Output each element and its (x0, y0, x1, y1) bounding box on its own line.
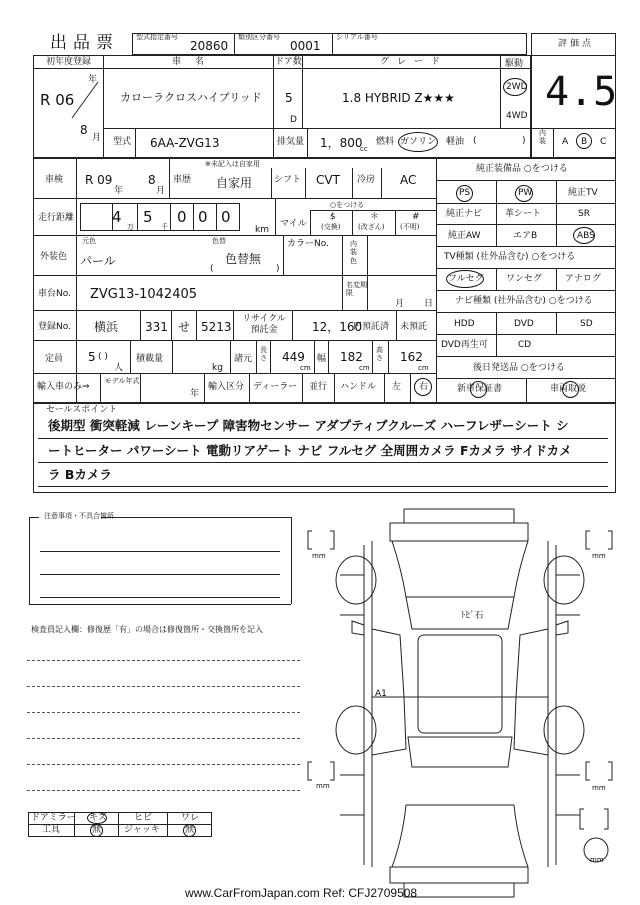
navi-sd: SD (580, 319, 593, 329)
equip-airbag: エアB (513, 231, 538, 241)
mileage-digit-1: 4 (112, 208, 122, 226)
rating-value: 4.5 (545, 69, 618, 115)
interior-b-circle (576, 133, 592, 149)
equipment-title: 純正装備品 ○をつける (476, 164, 568, 174)
width-value: 182 (340, 350, 363, 364)
recycle-unpaid: 未預託 (400, 322, 428, 332)
drive-2wd-circle (503, 78, 527, 96)
cond-scratch-circle (87, 812, 107, 824)
doc-manual: 車両取説 (550, 384, 587, 394)
selling-points-line-2: ートヒーター パワーシート 電動リアゲート ナビ フルセグ 全周囲カメラ Fカメラ サイドカメ (48, 443, 572, 458)
mileage-digit-3: 0 (177, 208, 187, 226)
tv-title: TV種類 (社外品含む) ○をつける (444, 252, 576, 262)
shift-value: CVT (316, 173, 340, 187)
recycle-label: リサイクル預託金 (242, 314, 286, 335)
color-no-label: カラーNo. (287, 239, 329, 249)
doc-manual-circle (562, 381, 579, 398)
height-value: 162 (400, 350, 423, 364)
fuel-gasoline-circle (398, 132, 438, 152)
docs-title: 後日発送品 ○をつける (473, 363, 565, 373)
cond-tools: 工具 (42, 825, 61, 835)
length-value: 449 (282, 350, 305, 364)
tv-analog: アナログ (565, 274, 602, 284)
fuel-diesel: 軽油 (446, 137, 465, 147)
equip-ps: PS (459, 188, 471, 198)
equip-tv: 純正TV (568, 188, 598, 198)
serial-label: シリアル番号 (336, 33, 378, 41)
capacity-label: 定員 (45, 354, 64, 364)
sheet-title: 出品票 (50, 33, 119, 53)
category-value: 0001 (290, 39, 321, 53)
interior-label: 内装 (539, 129, 546, 145)
drive-2wd: 2WD (506, 82, 528, 92)
footer-ref[interactable]: www.CarFromJapan.com Ref: CFJ2709508 (185, 886, 418, 900)
equip-navi: 純正ナビ (446, 209, 483, 219)
model-label: 型式 (113, 137, 132, 147)
tv-fullseg: フルセグ (448, 274, 484, 284)
doc-warranty: 新車保証書 (457, 384, 503, 394)
mileage-digit-4: 0 (198, 208, 208, 226)
cond-mirror: ドアミラー (31, 813, 76, 823)
capacity-value: 5 (88, 350, 96, 364)
registration-kana: せ (178, 320, 191, 334)
color-repaint: 色替無 (225, 252, 262, 266)
inspection-label: 車検 (45, 175, 64, 185)
cond-jack: ジャッキ (124, 825, 160, 835)
import-dealer: ディーラー (253, 382, 298, 392)
equip-aw: 純正AW (448, 231, 481, 241)
interior-b: B (581, 137, 588, 147)
mm-label-rr: mm (592, 784, 606, 792)
handle-right: 右 (419, 382, 429, 392)
registration-city: 横浜 (94, 320, 119, 334)
recycle-status: 円預託済 (353, 322, 390, 332)
handle-right-circle (414, 378, 432, 396)
mileage-digit-5: 0 (221, 208, 231, 226)
model-year-label: モデル年式 (104, 377, 140, 385)
fuel-gasoline: ガソリン (400, 137, 437, 147)
cond-crack: ヒビ (134, 813, 153, 823)
chassis-label: 車台No. (38, 289, 71, 299)
handle-left: 左 (392, 382, 402, 392)
body-mark-a1: A1 (375, 689, 387, 699)
chassis-value: ZVG13-1042405 (90, 287, 198, 302)
equip-ps-circle (456, 185, 473, 202)
import-label: 輸入車のみ⇒ (37, 382, 90, 392)
mm-label-spare: mm (590, 856, 604, 864)
cond-jack-value: 無 (185, 825, 195, 835)
cd: CD (518, 340, 532, 350)
car-name-value: カローラクロスハイブリッド (120, 91, 262, 104)
equip-abs-circle (573, 227, 595, 244)
doc-warranty-circle (470, 381, 487, 398)
equip-sr: SR (578, 209, 590, 219)
navi-hdd: HDD (454, 319, 475, 329)
interior-color-label: 内装色 (350, 240, 357, 265)
history-label: 車歴 (173, 175, 192, 185)
cond-break: ワレ (181, 813, 200, 823)
displacement-value: 1，800 (320, 136, 363, 150)
equip-pw: PW (518, 188, 533, 198)
inspector-label: 検査員記入欄：修復歴「有」の場合は修復箇所・交換箇所を記入 (31, 625, 263, 634)
handle-label: ハンドル (340, 382, 377, 392)
first-reg-era: R 06 (40, 91, 75, 109)
history-value: 自家用 (216, 176, 253, 190)
navi-title: ナビ種類 (社外品含む) ○をつける (455, 296, 593, 306)
selling-points-line-3: ラ Bカメラ (48, 467, 112, 482)
mm-label-fl: mm (312, 552, 326, 560)
tv-oneseg: ワンセグ (506, 274, 543, 284)
equip-leather: 革シート (505, 209, 542, 219)
shift-label: シフト (274, 175, 302, 185)
mm-label-fr: mm (592, 552, 606, 560)
dims-label: 諸元 (234, 354, 253, 364)
doors-label: ドア数 (275, 57, 302, 67)
tv-fullseg-circle (446, 270, 484, 288)
type-cert-value: 20860 (190, 39, 229, 53)
ac-value: AC (400, 173, 417, 187)
cond-tools-value: 無 (92, 825, 102, 835)
windshield-mark: ﾄﾋﾞ石 (461, 611, 484, 621)
import-type-label: 輸入区分 (208, 382, 245, 392)
caution-label: 注意事項・不具合箇所 (44, 512, 114, 520)
model-value: 6AA-ZVG13 (150, 136, 220, 150)
grade-label: グレード (380, 57, 449, 67)
registration-label: 登録No. (38, 322, 71, 332)
first-reg-month: 8 (80, 123, 88, 137)
selling-points-line-1: 後期型 衝突軽減 レーンキープ 障害物センサー アダプティブクルーズ ハーフレザーシート シ (48, 418, 569, 433)
navi-dvd: DVD (514, 319, 534, 329)
ac-label: 冷房 (357, 175, 376, 185)
grade-value: 1.8 HYBRID Z★★★ (342, 91, 455, 105)
registration-num2: 5213 (201, 320, 232, 334)
import-parallel: 並行 (309, 382, 328, 392)
name-change-label: 名変期限 (346, 281, 367, 298)
drive-label: 駆動 (505, 59, 524, 69)
equip-pw-circle (515, 185, 533, 202)
load-label: 積載量 (136, 354, 164, 364)
recycle-value: 12，160 (312, 320, 363, 334)
mileage-label: 走行距離 (38, 213, 75, 223)
cond-scratch: キズ (89, 813, 107, 823)
registration-num1: 331 (145, 320, 168, 334)
inspection-era: R 09 (85, 173, 113, 187)
car-name-label: 車名 (172, 57, 219, 67)
first-reg-label: 初年度登録 (46, 57, 92, 67)
mm-label-rl: mm (316, 782, 330, 790)
category-label: 類別区分番号 (238, 33, 280, 41)
doors-value: 5 (285, 91, 293, 105)
mileage-digit-2: 5 (143, 208, 153, 226)
drive-4wd: 4WD (506, 111, 528, 121)
mile-label: マイル (280, 219, 307, 229)
rating-label: 評価点 (558, 39, 595, 49)
type-cert-label: 型式指定番号 (136, 33, 178, 41)
slash-line (70, 80, 100, 120)
color-label: 外装色 (40, 252, 68, 262)
displacement-label: 排気量 (277, 137, 305, 147)
car-body-diagram (300, 505, 620, 905)
fuel-label: 燃料 (376, 137, 395, 147)
dvd-playback: DVD再生可 (441, 340, 488, 350)
equip-abs: ABS (577, 231, 595, 241)
history-note: ※未記入は自家用 (205, 160, 260, 168)
color-orig: パール (80, 254, 116, 268)
inspection-month: 8 (148, 173, 156, 187)
selling-points-label: セールスポイント (46, 405, 118, 415)
